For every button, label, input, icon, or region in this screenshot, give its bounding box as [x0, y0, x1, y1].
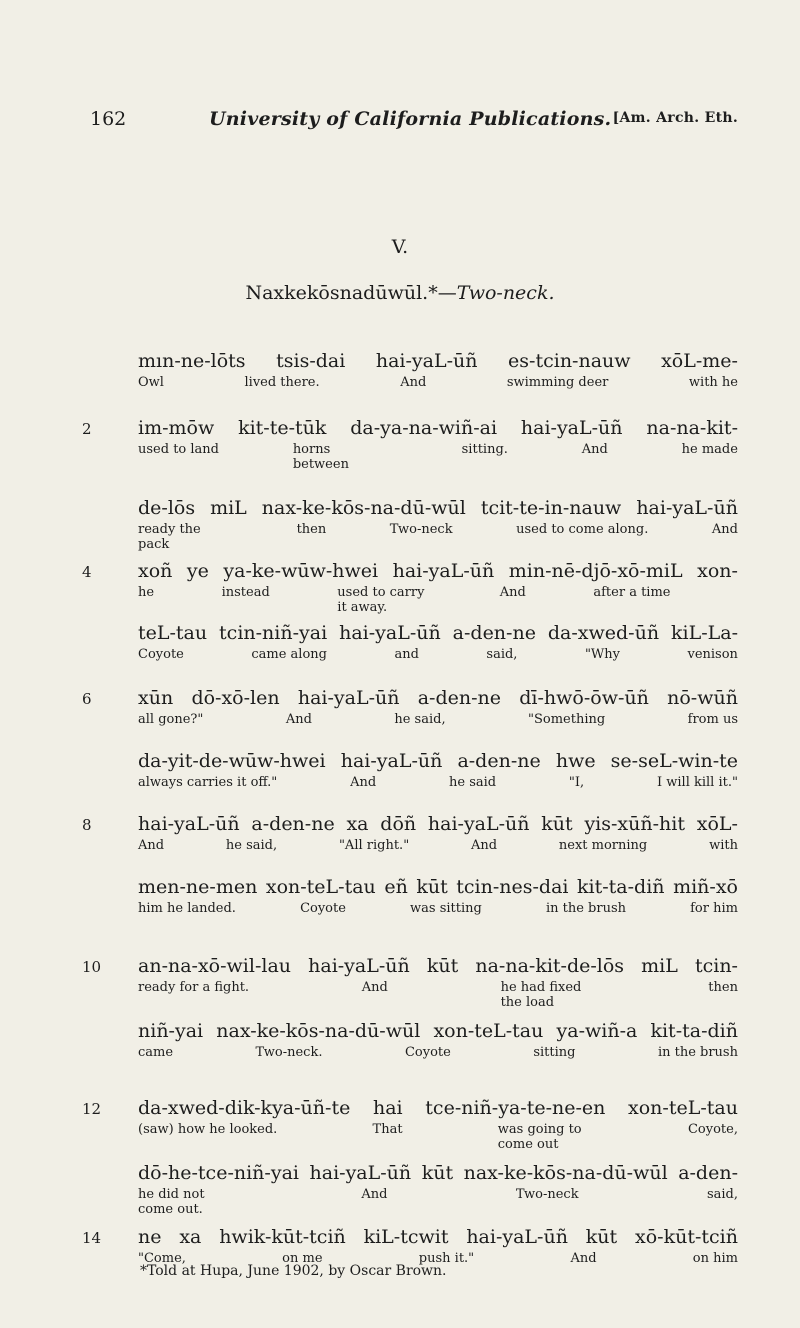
gloss-word: Coyote, — [687, 1122, 738, 1137]
section-number: V. — [391, 236, 409, 258]
native-word: hwik-kūt-tciñ — [219, 1226, 346, 1248]
native-word: niñ-yai — [138, 1020, 204, 1042]
gloss-word: Coyote — [300, 901, 346, 916]
gloss-word: venison — [687, 647, 738, 662]
gloss-word: with — [709, 838, 738, 853]
native-word: men-ne-men — [138, 876, 258, 898]
native-word: kūt — [421, 1162, 454, 1184]
native-text — [138, 1097, 738, 1119]
gloss-word: And — [581, 442, 608, 457]
native-word: a-den-ne — [457, 750, 541, 772]
native-word: xa — [346, 813, 369, 835]
english-gloss — [138, 980, 738, 1010]
gloss-word: said, — [486, 647, 518, 662]
native-text — [138, 497, 738, 519]
native-text — [138, 1226, 738, 1248]
series-reference: [Am. Arch. Eth. — [612, 110, 738, 126]
gloss-word: said, — [706, 1187, 738, 1202]
gloss-word: horns between — [292, 442, 349, 472]
gloss-word: always carries it off." — [138, 775, 278, 790]
native-word: im-mōw — [138, 417, 215, 439]
native-word: dōñ — [380, 813, 417, 835]
gloss-word: And — [570, 1251, 597, 1266]
native-word: dī-hwō-ōw-ūñ — [519, 687, 649, 709]
native-word: kiL-tcwit — [363, 1226, 449, 1248]
gloss-word: "I, — [568, 775, 585, 790]
gloss-word: came along — [251, 647, 327, 662]
english-gloss — [138, 1187, 738, 1217]
gloss-word: used to carry it away. — [337, 585, 425, 615]
native-word: a-den-ne — [417, 687, 501, 709]
gloss-word: ready for a fight. — [138, 980, 250, 995]
native-word: hai-yaL-ūñ — [308, 955, 410, 977]
gloss-word: And — [361, 980, 388, 995]
native-word: tsis-dai — [276, 350, 346, 372]
native-word: kūt — [585, 1226, 618, 1248]
gloss-word: swimming deer — [506, 375, 609, 390]
native-word: hai-yaL-ūñ — [520, 417, 623, 439]
native-text — [138, 876, 738, 898]
native-word: ya-wiñ-a — [556, 1020, 638, 1042]
gloss-word: And — [400, 375, 427, 390]
native-word: xō-kūt-tciñ — [635, 1226, 738, 1248]
native-word: xūn — [138, 687, 174, 709]
native-word: eñ — [384, 876, 408, 898]
english-gloss — [138, 712, 738, 727]
text-line — [138, 750, 738, 790]
native-word: hai-yaL-ūñ — [466, 1226, 568, 1248]
gloss-word: Owl — [138, 375, 164, 390]
gloss-word: Coyote — [138, 647, 184, 662]
native-word: hai-yaL-ūñ — [636, 497, 738, 519]
gloss-word: "All right." — [338, 838, 410, 853]
gloss-word: lived there. — [244, 375, 320, 390]
text-line — [138, 497, 738, 552]
english-gloss — [138, 647, 738, 662]
gloss-word: (saw) how he looked. — [138, 1122, 278, 1137]
native-word: teL-tau — [138, 622, 208, 644]
gloss-word: with he — [688, 375, 738, 390]
native-word: hai-yaL-ūñ — [297, 687, 400, 709]
native-word: hai-yaL-ūñ — [309, 1162, 412, 1184]
gloss-word: he said, — [394, 712, 446, 727]
native-text — [138, 350, 738, 372]
gloss-word: And — [350, 775, 377, 790]
text-line — [138, 876, 738, 916]
native-word: ye — [186, 560, 209, 582]
native-word: hai-yaL-ūñ — [340, 750, 443, 772]
native-word: kit-te-tūk — [238, 417, 327, 439]
native-word: hai-yaL-ūñ — [375, 350, 478, 372]
native-word: min-nē-djō-xō-miL — [508, 560, 683, 582]
native-word: miL — [210, 497, 247, 519]
text-line — [138, 1020, 738, 1060]
story-title — [0, 282, 800, 304]
english-gloss — [138, 1122, 738, 1152]
gloss-word: Coyote — [404, 1045, 451, 1060]
english-gloss — [138, 442, 738, 472]
gloss-word: push it." — [418, 1251, 475, 1266]
native-word: hai-yaL-ūñ — [138, 813, 240, 835]
gloss-word: he made — [681, 442, 738, 457]
gloss-word: used to come along. — [516, 522, 649, 537]
native-word: miñ-xō — [673, 876, 738, 898]
gloss-word: on me — [282, 1251, 323, 1266]
english-gloss — [138, 901, 738, 916]
gloss-word: came — [138, 1045, 174, 1060]
native-word: a-den-ne — [452, 622, 536, 644]
gloss-word: And — [285, 712, 312, 727]
native-word: yis-xūñ-hit — [584, 813, 685, 835]
native-word: nax-ke-kōs-na-dū-wūl — [463, 1162, 668, 1184]
title-english: Two-neck. — [456, 282, 555, 304]
gloss-word: I will kill it." — [656, 775, 738, 790]
gloss-word: and — [394, 647, 419, 662]
native-word: xon-teL-tau — [628, 1097, 738, 1119]
gloss-word: was going to come out — [497, 1122, 582, 1152]
native-text — [138, 1020, 738, 1042]
line-number: 4 — [82, 563, 92, 581]
native-text — [138, 687, 738, 709]
gloss-word: instead — [221, 585, 270, 600]
line-number: 8 — [82, 816, 92, 834]
native-word: nax-ke-kōs-na-dū-wūl — [261, 497, 466, 519]
gloss-word: he said — [449, 775, 497, 790]
native-text — [138, 813, 738, 835]
native-word: da-ya-na-wiñ-ai — [350, 417, 498, 439]
gloss-word: then — [708, 980, 738, 995]
line-number: 12 — [82, 1100, 102, 1118]
native-word: kūt — [541, 813, 573, 835]
native-word: xa — [179, 1226, 202, 1248]
native-word: ya-ke-wūw-hwei — [223, 560, 379, 582]
native-word: a-den-ne — [251, 813, 335, 835]
native-word: tce-niñ-ya-te-ne-en — [425, 1097, 606, 1119]
gloss-word: for him — [690, 901, 738, 916]
text-line — [138, 955, 738, 1010]
native-word: da-yit-de-wūw-hwei — [138, 750, 326, 772]
gloss-word: "Come, — [138, 1251, 186, 1266]
native-word: hai-yaL-ūñ — [339, 622, 441, 644]
footnote: *Told at Hupa, June 1902, by Oscar Brown. — [140, 1263, 447, 1279]
line-number: 10 — [82, 958, 102, 976]
native-word: tcit-te-in-nauw — [480, 497, 622, 519]
gloss-word: in the brush — [657, 1045, 738, 1060]
native-word: hai — [372, 1097, 403, 1119]
native-word: tcin-nes-dai — [456, 876, 569, 898]
gloss-word: him he landed. — [138, 901, 236, 916]
text-line — [138, 1097, 738, 1152]
english-gloss — [138, 585, 738, 615]
gloss-word: And — [361, 1187, 388, 1202]
gloss-word: Two-neck — [515, 1187, 579, 1202]
native-word: xōL-me- — [661, 350, 738, 372]
line-number: 6 — [82, 690, 92, 708]
text-line — [138, 687, 738, 727]
native-word: hai-yaL-ūñ — [427, 813, 530, 835]
series-title: University of California Publications. — [209, 108, 612, 130]
native-word: tcin-niñ-yai — [219, 622, 328, 644]
gloss-word: used to land — [138, 442, 219, 457]
native-word: xon-teL-tau — [265, 876, 376, 898]
native-word: kit-ta-diñ — [650, 1020, 738, 1042]
native-text — [138, 417, 738, 439]
native-text — [138, 750, 738, 772]
gloss-word: then — [296, 522, 327, 537]
native-word: miL — [641, 955, 678, 977]
text-line — [138, 350, 738, 390]
native-word: ne — [138, 1226, 162, 1248]
title-separator: — — [437, 282, 457, 304]
gloss-word: was sitting — [410, 901, 482, 916]
gloss-word: after a time — [593, 585, 671, 600]
native-word: es-tcin-nauw — [508, 350, 631, 372]
native-word: xoñ — [138, 560, 173, 582]
gloss-word: all gone?" — [138, 712, 204, 727]
title-native: Naxkekōsnadūwūl.* — [245, 282, 438, 304]
native-word: hwe — [555, 750, 596, 772]
native-text — [138, 1162, 738, 1184]
native-word: kiL-La- — [671, 622, 738, 644]
gloss-word: he — [138, 585, 155, 600]
native-word: xon-teL-tau — [433, 1020, 544, 1042]
gloss-word: he had fixed the load — [500, 980, 582, 1010]
gloss-word: Two-neck. — [255, 1045, 323, 1060]
english-gloss — [138, 522, 738, 552]
gloss-word: "Something — [528, 712, 606, 727]
gloss-word: And — [711, 522, 738, 537]
running-header — [90, 108, 738, 136]
native-text — [138, 622, 738, 644]
native-word: kit-ta-diñ — [577, 876, 665, 898]
gloss-word: on him — [692, 1251, 738, 1266]
text-line — [138, 417, 738, 472]
native-text — [138, 560, 738, 582]
gloss-word: And — [470, 838, 498, 853]
text-line — [138, 1226, 738, 1266]
native-word: na-na-kit- — [646, 417, 738, 439]
gloss-word: Two-neck — [389, 522, 453, 537]
gloss-word: That — [372, 1122, 403, 1137]
native-word: kūt — [416, 876, 448, 898]
gloss-word: sitting. — [461, 442, 508, 457]
gloss-word: from us — [687, 712, 738, 727]
english-gloss — [138, 838, 738, 853]
gloss-word: ready the pack — [138, 522, 201, 552]
line-number: 2 — [82, 420, 92, 438]
gloss-word: And — [499, 585, 526, 600]
native-word: tcin- — [694, 955, 738, 977]
native-word: de-lōs — [138, 497, 196, 519]
native-word: hai-yaL-ūñ — [392, 560, 495, 582]
native-word: an-na-xō-wil-lau — [138, 955, 292, 977]
native-word: nax-ke-kōs-na-dū-wūl — [216, 1020, 421, 1042]
native-text — [138, 955, 738, 977]
native-word: se-seL-win-te — [610, 750, 738, 772]
native-word: a-den- — [678, 1162, 738, 1184]
english-gloss — [138, 375, 738, 390]
english-gloss — [138, 1045, 738, 1060]
text-line — [138, 1162, 738, 1217]
native-word: dō-xō-len — [191, 687, 280, 709]
line-number: 14 — [82, 1229, 102, 1247]
text-line — [138, 813, 738, 853]
gloss-word: next morning — [558, 838, 648, 853]
page-number: 162 — [90, 108, 127, 130]
gloss-word: he did not come out. — [138, 1187, 205, 1217]
gloss-word: sitting — [533, 1045, 576, 1060]
native-word: kūt — [426, 955, 459, 977]
native-word: mın-ne-lōts — [138, 350, 246, 372]
text-line — [138, 622, 738, 662]
native-word: da-xwed-ūñ — [547, 622, 660, 644]
native-word: xōL- — [696, 813, 738, 835]
native-word: dō-he-tce-niñ-yai — [138, 1162, 299, 1184]
native-word: nō-wūñ — [667, 687, 738, 709]
gloss-word: in the brush — [545, 901, 627, 916]
english-gloss — [138, 775, 738, 790]
native-word: na-na-kit-de-lōs — [475, 955, 625, 977]
gloss-word: And — [138, 838, 165, 853]
gloss-word: "Why — [584, 647, 620, 662]
native-word: xon- — [697, 560, 738, 582]
native-word: da-xwed-dik-kya-ūñ-te — [138, 1097, 351, 1119]
text-line — [138, 560, 738, 615]
gloss-word: he said, — [225, 838, 278, 853]
